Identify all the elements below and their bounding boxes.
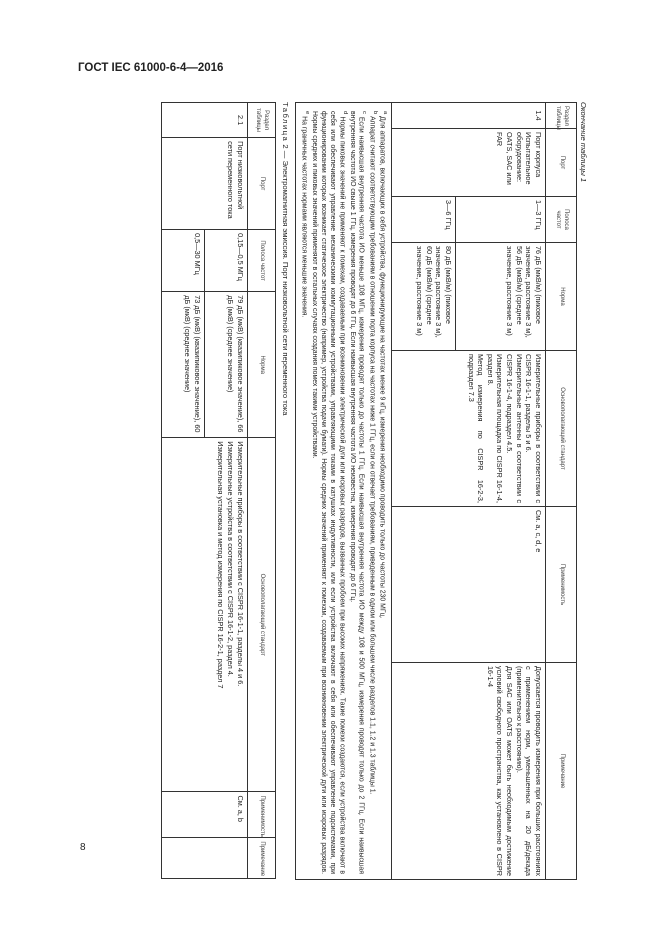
table2-caption-text: 2 — Электромагнитная эмиссия. Порт низковольтной сети переменного тока [280,144,290,416]
table1-col-applicability: Применимость [546,507,577,663]
table2-limit-2: 73 дБ (мкВ) (квазипиковое значение), 60 дБ (мкВ) (среднее значение) [161,292,204,438]
table2-standard-3: Измерительная установка и метод измерения по CISPR 16-2-1, раздел 7 [216,441,226,689]
footnote-c: $^c$ Если наивысшая внутренняя частота ИО меньше 108 МГц, измерения проводят только до частоты 1 ГГц. Если наивысшая внутренняя частота ИО между 108 и 500 МГц, измерения проводят только до 2 ГГц. Если наивысшая внутренняя частота ИО свыше 1 ГГц, измерения проводят до 6 ГГц. Если наивысшая внутренняя частота ИО неизвестна, измерения проводят до 6 ГГц. [348,111,368,874]
table2-freq-1: 0,15—0,5 МГц [204,230,247,292]
table1-note [392,663,546,880]
table2-applicability: См. a, b [161,792,247,838]
table1-note-2: Для SAC или OATS может быть необходимым достижение условий свободного пространства, как установлено в CISPR 16-1-4 [485,666,515,876]
table2-col-section: Раздел таблицы [247,103,275,138]
table2-standard-2: Измерительные устройства в соответствии с CISPR 16-1-2, раздел 4. [225,441,235,677]
table2-col-port: Порт [247,138,275,230]
table1 [295,102,577,880]
footnote-d: $^d$ Нормы пиковых значений не применяют к помехам, создаваемым при возникновении электрической дуги или искровых разрядов, вызванных пробоем при высоких напряжениях. Такие помехи создаются, если устройства включают в себя или обеспечивают управление механическими коммутационными устройствами, управляющими токами в катушках индуктивности, или если устройства включают в себя или обеспечивают управление подсистемами, при функционировании которых возникает статическое электричество (например, устройства подачи бумаги). Нормы средних значений применяют к помехам, создаваемым при возникновении электрической дуги или искровых разрядов. Нормы средних и пиковых значений применяют в остальных случаях создания помех такими устройствами. [311,111,348,874]
table1-applicability: См. a, c, d, e [392,507,546,663]
table1-standard-1: Измерительные приборы в соответствии с CISPR 16-1-1, разделы 5 и 6. [524,354,543,503]
table2-limit-1: 79 дБ (мкВ) (квазипиковое значение), 66 дБ (мкВ) (среднее значение) [204,292,247,438]
table1-limit-1: 76 дБ (мкВ/м) (пиковое значение, расстояние 3 м), 56 дБ (мкВ/м) (среднее значение, расстояние 3 м) [456,243,546,351]
table1-col-freq: Полоса частот [546,197,577,243]
page-number: 8 [80,842,86,853]
table1-footnotes [295,103,391,880]
footnote-b: $^b$ Аппарат считают соответствующим требованиям в отношении порта корпуса на частотах ниже 1 ГГц, если он отвечает требованиям, приведенным в одном или большем числе разделов 1.1, 1.2 и 1.3 таблицы 1. [368,111,378,795]
table1-col-note: Примечание [546,663,577,880]
table-row [456,103,546,880]
table2-standard [161,438,247,792]
table1-col-limit: Норма [546,243,577,351]
table1-limit-2: 80 дБ (мкВ/м) (пиковое значение, расстояние 3 м), 60 дБ (мкВ/м) (среднее значение, расстояние 3 м) [392,243,456,351]
table1-section: 1.4 [392,103,546,129]
table2-port: Порт низковольтной сети переменного тока [161,138,247,230]
table2-caption [276,102,290,879]
table1-freq-1: 1—3 ГГц [456,197,546,243]
table2-freq-2: 0,5—30 МГц [161,230,204,292]
table2-note [161,838,247,879]
page-header: ГОСТ IEC 61000-6-4—2016 [78,62,224,74]
table2-col-note: Примечание [247,838,275,879]
table1-note-1: Допускается проводить измерения при больших расстояниях с применением норм, уменьшенных на 20 дБ/декада (применительно к расстоянию). [514,666,543,876]
table2-col-freq: Полоса частот [247,230,275,292]
table1-freq-2: 3—6 ГГц [392,197,456,243]
table2-col-standard: Основополагающий стандарт [247,438,275,792]
table2-col-applicability: Применимость [247,792,275,838]
rotated-content [66,102,588,879]
table1-caption: Окончание таблицы 1 [579,102,588,183]
table-row [204,103,247,879]
table1-col-port: Порт [546,129,577,197]
table1-standard-2: Измерительные антенны в соответствии с CISPR 16-1-4, подраздел 4.5. [505,354,524,503]
table1-col-standard: Основополагающий стандарт [546,351,577,507]
table1-port: Порт корпуса Испытательное оборудование: OATS, SAC или FAR [392,129,546,197]
table1-standard [392,351,546,507]
table2-section: 2.1 [161,103,247,138]
footnote-e: $^e$ На граничных частотах нормами являются меньшие значения. [300,111,310,318]
table2-standard-1: Измерительные приборы в соответствии с CISPR 16-1-1, разделы 4 и 6. [235,441,245,687]
table2-caption-prefix: Таблица [280,102,290,143]
table1-standard-3: Измерительная площадка по CISPR 16-1-4, раздел 8. [485,354,505,503]
table2 [161,102,276,879]
table1-col-section: Раздел таблицы [546,103,577,129]
table2-col-limit: Норма [247,292,275,438]
footnote-a: $^a$ Для аппаратов, включающих в себя устройства, функционирующие на частотах менее 9 кГц, измерения необходимо проводить только до частоты 230 МГц. [378,111,388,619]
table1-standard-4: Метод измерения по CISPR 16-2-3, подраздел 7.3 [466,354,486,503]
